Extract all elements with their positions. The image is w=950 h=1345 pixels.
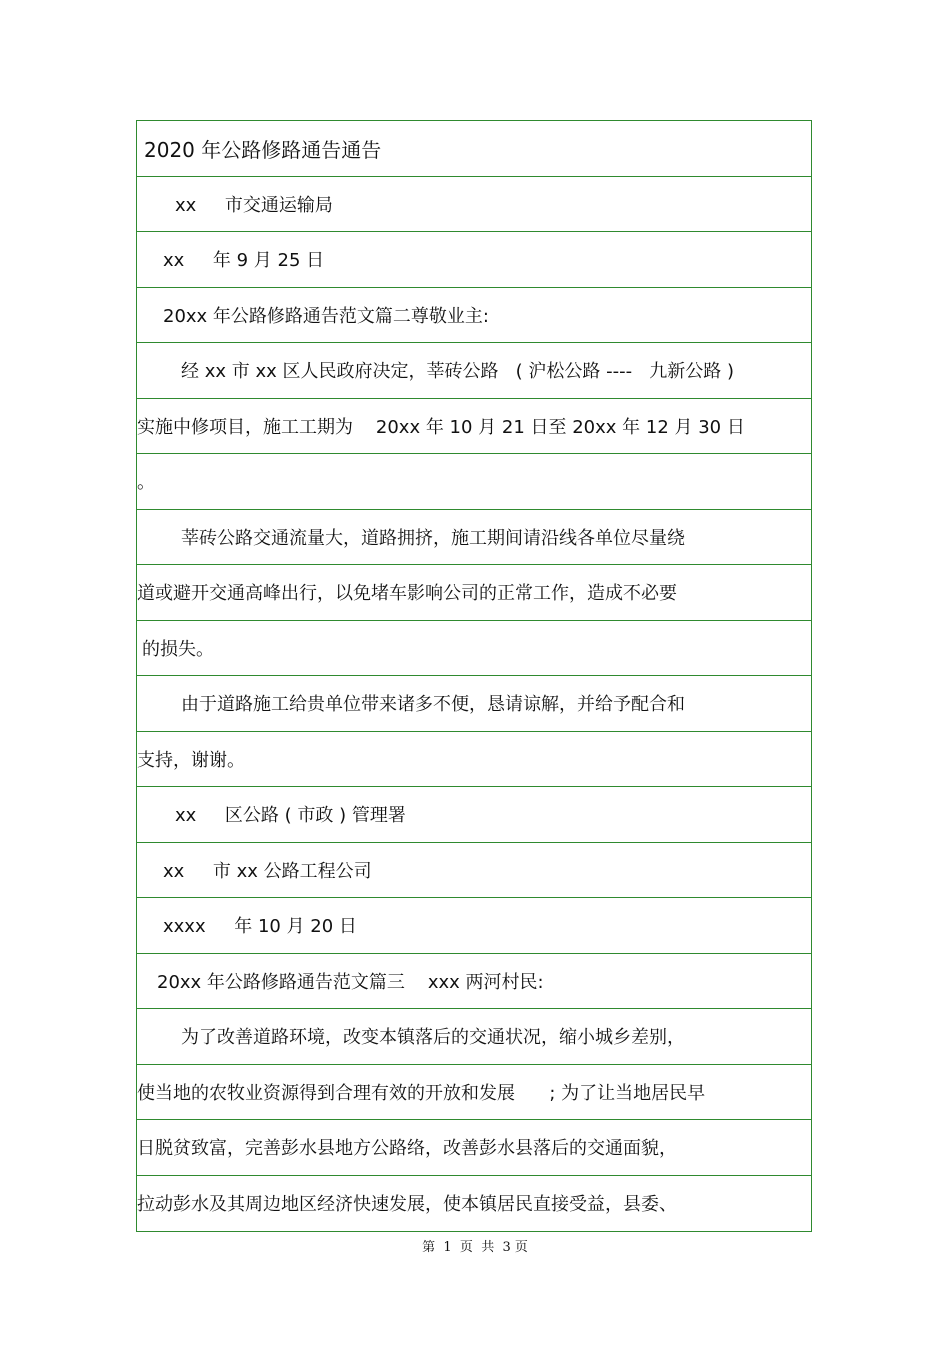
doc-line: xx 年 9 月 25 日 <box>137 232 811 288</box>
doc-line: xx 市交通运输局 <box>137 177 811 233</box>
doc-line: 莘砖公路交通流量大，道路拥挤，施工期间请沿线各单位尽量绕 <box>137 510 811 566</box>
doc-line: 日脱贫致富，完善彭水县地方公路络，改善彭水县落后的交通面貌， <box>137 1120 811 1176</box>
doc-line: 的损失。 <box>137 621 811 677</box>
doc-line: 。 <box>137 454 811 510</box>
doc-line: 20xx 年公路修路通告范文篇二尊敬业主: <box>137 288 811 344</box>
doc-line: xx 市 xx 公路工程公司 <box>137 843 811 899</box>
doc-line: 20xx 年公路修路通告范文篇三 xxx 两河村民: <box>137 954 811 1010</box>
doc-line: 为了改善道路环境，改变本镇落后的交通状况，缩小城乡差别， <box>137 1009 811 1065</box>
doc-line: xxxx 年 10 月 20 日 <box>137 898 811 954</box>
doc-line: 由于道路施工给贵单位带来诸多不便，恳请谅解，并给予配合和 <box>137 676 811 732</box>
doc-line: 道或避开交通高峰出行，以免堵车影响公司的正常工作，造成不必要 <box>137 565 811 621</box>
doc-line: 实施中修项目，施工工期为 20xx 年 10 月 21 日至 20xx 年 12 月 30 日 <box>137 399 811 455</box>
document-table <box>136 120 812 1232</box>
doc-line: 经 xx 市 xx 区人民政府决定，莘砖公路 ( 沪松公路 ---- 九新公路 ) <box>137 343 811 399</box>
doc-line: 支持，谢谢。 <box>137 732 811 788</box>
doc-line: 拉动彭水及其周边地区经济快速发展，使本镇居民直接受益，县委、 <box>137 1194 677 1216</box>
doc-line: xx 区公路 ( 市政 ) 管理署 <box>137 787 811 843</box>
page-footer: 第 1 页 共 3 页 <box>422 1240 528 1255</box>
doc-title: 2020 年公路修路通告通告 <box>137 121 811 177</box>
doc-line: 使当地的农牧业资源得到合理有效的开放和发展 ; 为了让当地居民早 <box>137 1065 811 1121</box>
